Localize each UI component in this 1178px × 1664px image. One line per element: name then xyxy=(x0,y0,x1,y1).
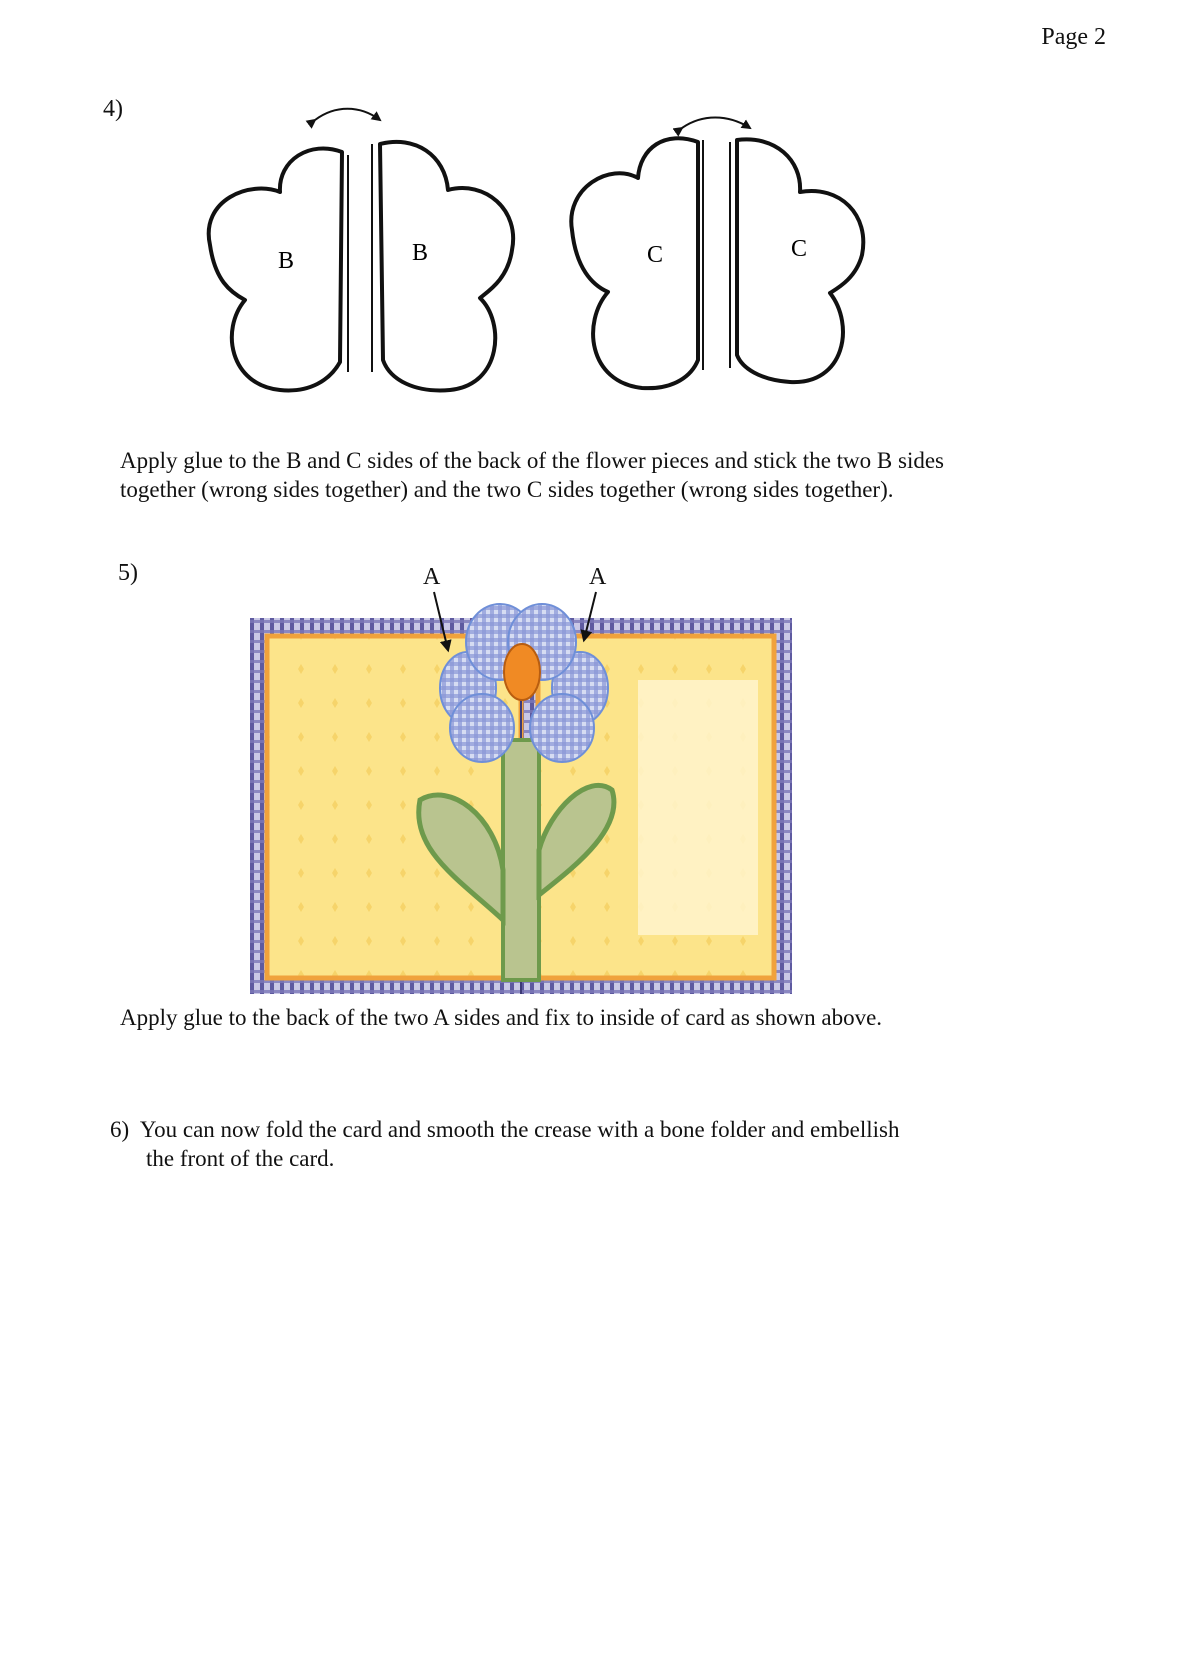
flower-piece-c-left xyxy=(571,138,698,388)
label-c-right: C xyxy=(791,236,808,262)
step-6 xyxy=(110,1115,1130,1173)
flower-center xyxy=(504,644,540,700)
page-number: Page 2 xyxy=(1041,24,1106,50)
step-6-number: 6) xyxy=(110,1117,130,1142)
step-4-instructions xyxy=(120,446,1120,504)
flower-piece-b-left xyxy=(209,148,342,390)
step-4-instruction-line-2: together (wrong sides together) and the two C sides together (wrong sides together). xyxy=(120,477,894,502)
card-illustration xyxy=(250,550,850,1010)
step-6-line-2: the front of the card. xyxy=(146,1146,335,1171)
label-a-right: A xyxy=(589,564,607,590)
label-a-left: A xyxy=(423,564,441,590)
label-b-right: B xyxy=(412,240,429,266)
step-6-line-1: You can now fold the card and smooth the crease with a bone folder and embellish xyxy=(139,1117,900,1142)
step-5-instruction: Apply glue to the back of the two A sides and fix to inside of card as shown above. xyxy=(120,1005,883,1030)
step-4-diagram xyxy=(190,100,940,420)
label-b-left: B xyxy=(278,248,295,274)
card-message-panel xyxy=(638,680,758,935)
step-4-number: 4) xyxy=(103,96,123,122)
rotate-arrow-b xyxy=(315,109,380,120)
step-4-instruction-line-1: Apply glue to the B and C sides of the back of the flower pieces and stick the two B sides xyxy=(120,448,944,473)
rotate-arrow-c xyxy=(682,118,750,129)
flower-piece-b-right xyxy=(380,142,513,391)
step-5-number: 5) xyxy=(118,560,138,586)
label-c-left: C xyxy=(647,242,664,268)
